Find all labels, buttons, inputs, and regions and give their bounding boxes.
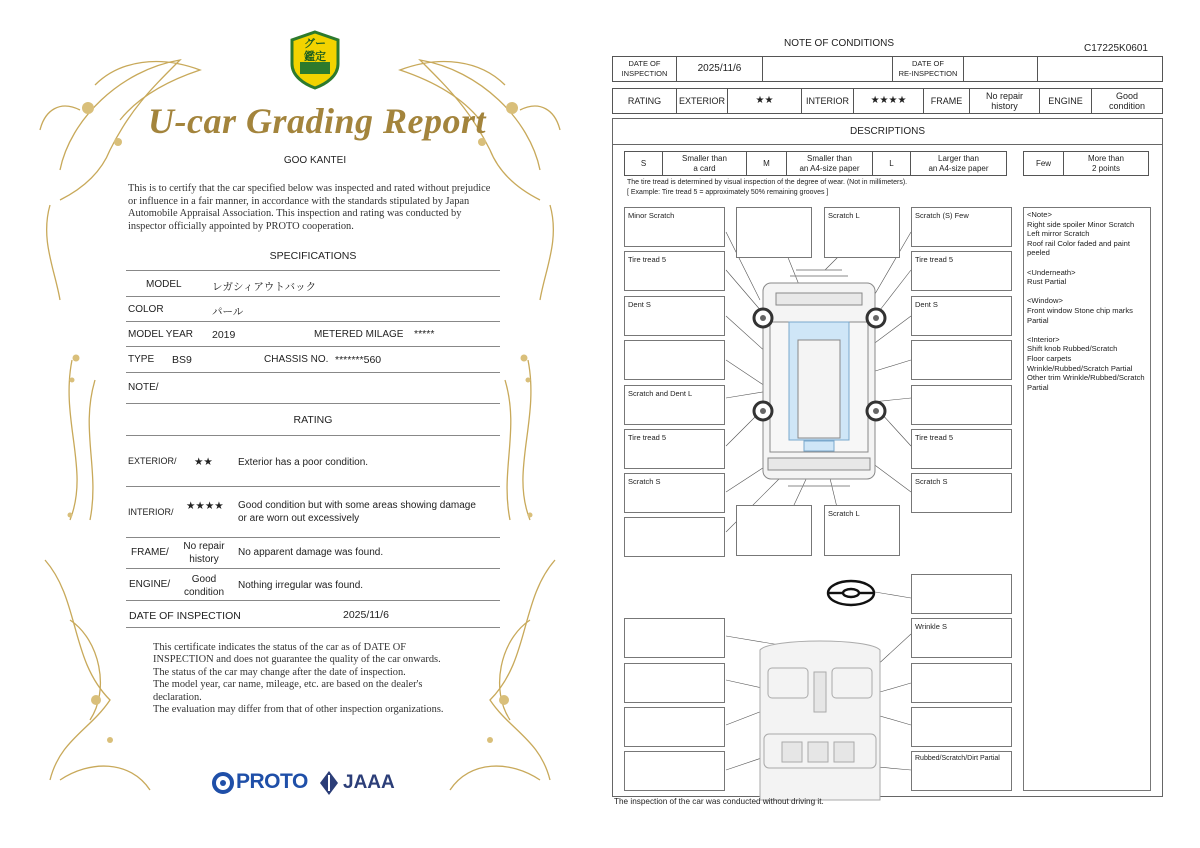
inspection-date-label-line: DATE OF — [628, 59, 661, 68]
notes-panel — [1023, 207, 1151, 791]
note-line: Right side spoiler Minor Scratch — [1027, 219, 1135, 229]
frame-description: No apparent damage was found. — [238, 547, 384, 558]
damage-box-right-1 — [911, 207, 1012, 247]
proto-logo-mark-icon — [212, 772, 234, 794]
tire-note-line2: [ Example: Tire tread 5 = approximately 50% remaining grooves ] — [627, 189, 829, 196]
interior-box-right-1 — [911, 574, 1012, 614]
interior-stars: ★★★★ — [854, 89, 924, 114]
legend-line: 2 points — [1091, 163, 1121, 173]
exterior-label: EXTERIOR — [677, 89, 728, 114]
damage-box-right-2 — [911, 251, 1012, 291]
mileage-label: METERED MILAGE — [314, 329, 404, 340]
divider — [126, 321, 500, 322]
note-of-conditions — [600, 0, 1200, 848]
note-line: <Interior> — [1027, 334, 1060, 344]
engine-label: ENGINE — [1040, 89, 1092, 114]
descriptions-heading: DESCRIPTIONS — [612, 118, 1163, 145]
jaaa-logo-text: JAAA — [343, 772, 395, 793]
interior-box-left-4 — [624, 751, 725, 791]
damage-box-label: Tire tread 5 — [915, 255, 954, 264]
inspection-date-value: 2025/11/6 — [677, 57, 763, 82]
type-label: TYPE — [128, 354, 155, 365]
note-line: Shift knob Rubbed/Scratch — [1027, 344, 1118, 354]
damage-box-right-7 — [911, 473, 1012, 513]
damage-box-left-3 — [624, 296, 725, 336]
disclaimer-line: The model year, car name, mileage, etc. are based on the dealer's — [153, 679, 423, 691]
damage-box-top-mid — [736, 207, 812, 258]
note-label: NOTE/ — [128, 382, 159, 393]
divider — [126, 435, 500, 436]
chassis-value: *******560 — [335, 354, 382, 366]
legend-line: a card — [693, 163, 716, 173]
note-spacer — [1027, 258, 1147, 268]
report-subtitle: GOO KANTEI — [283, 155, 347, 166]
damage-box-label: Scratch L — [828, 509, 860, 518]
car-interior-view — [760, 641, 880, 800]
damage-box-label: Dent S — [628, 300, 651, 309]
interior-stars: ★★★★ — [186, 500, 224, 512]
inspection-date-value: 2025/11/6 — [343, 609, 389, 621]
exterior-description: Exterior has a poor condition. — [238, 457, 369, 468]
disclaimer-line: This certificate indicates the status of the car as of DATE OF — [153, 642, 407, 653]
legend-line: More than — [1087, 153, 1125, 163]
damage-box-right-3 — [911, 296, 1012, 336]
damage-box-label: Tire tread 5 — [915, 433, 954, 442]
interior-label: INTERIOR — [802, 89, 854, 114]
color-value: パール — [212, 306, 244, 318]
reinspection-label-line: DATE OF — [912, 59, 944, 68]
note-spacer — [1027, 325, 1147, 335]
divider — [126, 270, 500, 271]
disclaimer-text — [153, 642, 473, 716]
interior-box-right-2 — [911, 618, 1012, 658]
damage-box-left-5 — [624, 385, 725, 425]
color-label: COLOR — [128, 304, 164, 315]
damage-box-left-6 — [624, 429, 725, 469]
legend-m: M — [747, 152, 787, 176]
damage-box-bottom-right — [824, 505, 900, 556]
legend-line: an A4-size paper — [928, 163, 989, 173]
type-value: BS9 — [172, 354, 192, 366]
disclaimer-line: The status of the car may change after the date of inspection. — [153, 666, 406, 678]
divider — [126, 296, 500, 297]
divider — [126, 627, 500, 628]
badge-label: グー 鑑定 — [304, 38, 326, 63]
engine-value-line2: condition — [183, 587, 225, 598]
legend-line: Smaller than — [807, 153, 852, 163]
disclaimer-line: The evaluation may differ from that of other inspection organizations. — [153, 704, 444, 716]
note-line: <Note> — [1027, 210, 1052, 219]
damage-box-label: Scratch L — [828, 211, 860, 220]
note-line: Other trim Wrinkle/Rubbed/Scratch Partial — [1027, 373, 1145, 392]
frame-label: FRAME/ — [131, 547, 169, 558]
note-line: Rust Partial — [1027, 277, 1067, 287]
note-line: Left mirror Scratch — [1027, 229, 1090, 239]
damage-box-label: Dent S — [915, 300, 938, 309]
specifications-heading: SPECIFICATIONS — [269, 250, 357, 262]
inspection-date-label: DATE OF INSPECTION — [129, 610, 241, 622]
exterior-label: EXTERIOR/ — [128, 456, 177, 466]
damage-box-left-2 — [624, 251, 725, 291]
damage-box-label: Scratch (S) Few — [915, 211, 969, 220]
footer-note: The inspection of the car was conducted without driving it. — [614, 797, 824, 806]
damage-box-label: Tire tread 5 — [628, 433, 667, 442]
engine-value-line1: Good — [191, 574, 217, 585]
steering-wheel-icon — [828, 581, 874, 605]
proto-logo-text: PROTO — [236, 770, 308, 793]
exterior-stars: ★★ — [728, 89, 802, 114]
rating-heading: RATING — [293, 414, 333, 426]
divider — [126, 346, 500, 347]
engine-value-line: Good — [1115, 91, 1139, 101]
interior-box-left-1 — [624, 618, 725, 658]
jaaa-logo-mark-icon — [318, 770, 340, 796]
damage-box-label: Rubbed/Scratch/Dirt Partial — [915, 755, 1000, 762]
model-label: MODEL — [146, 279, 182, 290]
disclaimer-line: declaration. — [153, 691, 202, 703]
frame-value-line2: history — [189, 554, 219, 565]
interior-box-right-5 — [911, 751, 1012, 791]
interior-description-line2: or are worn out excessively — [238, 513, 360, 524]
engine-value-line: condition — [1108, 101, 1146, 111]
legend-few: Few — [1024, 152, 1064, 176]
note-line: Roof rail Color faded and paint peeled — [1027, 238, 1131, 258]
car-top-view — [763, 270, 875, 486]
divider — [126, 372, 500, 373]
divider — [126, 403, 500, 404]
note-line: Floor carpets Wrinkle/Rubbed/Scratch Partial — [1027, 353, 1133, 373]
frame-value-line1: No repair — [183, 541, 225, 552]
damage-box-bottom-mid — [736, 505, 812, 556]
note-title: NOTE OF CONDITIONS — [784, 38, 894, 49]
interior-box-left-3 — [624, 707, 725, 747]
note-line: <Window> — [1027, 296, 1063, 306]
damage-box-label: Wrinkle S — [915, 622, 947, 631]
legend-l: L — [873, 152, 911, 176]
model-year-label: MODEL YEAR — [128, 329, 194, 340]
damage-box-label: Scratch and Dent L — [628, 389, 693, 398]
certify-paragraph: This is to certify that the car specified below was inspected and rated without prejudice or influence in a fair manner, in accordance with the standards stipulated by Japan Automobile Appraisal Association. This inspection and rating was conducted by inspector officially appointed by PROTO cooperation. — [128, 183, 491, 232]
damage-box-right-4 — [911, 340, 1012, 380]
legend-line: Smaller than — [682, 153, 727, 163]
legend-s: S — [625, 152, 663, 176]
note-line: Front window Stone chip marks Partial — [1027, 305, 1133, 325]
tire-note-line1: The tire tread is determined by visual inspection of the degree of wear. (Not in millimeters). — [627, 179, 908, 186]
chassis-label: CHASSIS NO. — [264, 354, 329, 365]
goo-kantei-badge — [288, 30, 342, 90]
damage-box-label: Scratch S — [628, 477, 661, 486]
mileage-value: ***** — [414, 328, 435, 340]
inspection-date-label-line: INSPECTION — [621, 69, 668, 78]
interior-box-right-4 — [911, 707, 1012, 747]
divider — [126, 486, 500, 487]
divider — [126, 537, 500, 538]
damage-box-top-right — [824, 207, 900, 258]
divider — [126, 600, 500, 601]
reinspection-label-line: RE-INSPECTION — [898, 69, 958, 78]
damage-box-label: Minor Scratch — [628, 211, 675, 220]
disclaimer-line: INSPECTION and does not guarantee the quality of the car onwards. — [153, 654, 441, 666]
damage-box-label: Scratch S — [915, 477, 948, 486]
rating-label: RATING — [613, 89, 677, 114]
legend-line: Larger than — [938, 153, 979, 163]
interior-description-line1: Good condition but with some areas showing damage — [238, 500, 476, 511]
frame-value-line: No repair — [986, 91, 1024, 101]
damage-box-left-4 — [624, 340, 725, 380]
divider — [126, 568, 500, 569]
note-line: <Underneath> — [1027, 267, 1076, 277]
interior-box-right-3 — [911, 663, 1012, 703]
interior-label: INTERIOR/ — [128, 507, 174, 517]
frame-value-line: history — [991, 101, 1018, 111]
legend-line: an A4-size paper — [799, 163, 860, 173]
damage-box-label: Tire tread 5 — [628, 255, 667, 264]
report-code: C17225K0601 — [1084, 43, 1148, 54]
damage-box-left-8 — [624, 517, 725, 557]
frame-label: FRAME — [924, 89, 970, 114]
model-year-value: 2019 — [212, 329, 236, 341]
damage-box-left-1 — [624, 207, 725, 247]
report-title: U-car Grading Report — [148, 101, 487, 141]
damage-box-right-6 — [911, 429, 1012, 469]
engine-description: Nothing irregular was found. — [238, 580, 364, 591]
note-spacer — [1027, 287, 1147, 297]
exterior-stars: ★★ — [194, 456, 213, 468]
engine-label: ENGINE/ — [129, 579, 171, 590]
interior-box-left-2 — [624, 663, 725, 703]
model-value: レガシィアウトバック — [212, 281, 317, 293]
damage-box-right-5 — [911, 385, 1012, 425]
damage-box-left-7 — [624, 473, 725, 513]
